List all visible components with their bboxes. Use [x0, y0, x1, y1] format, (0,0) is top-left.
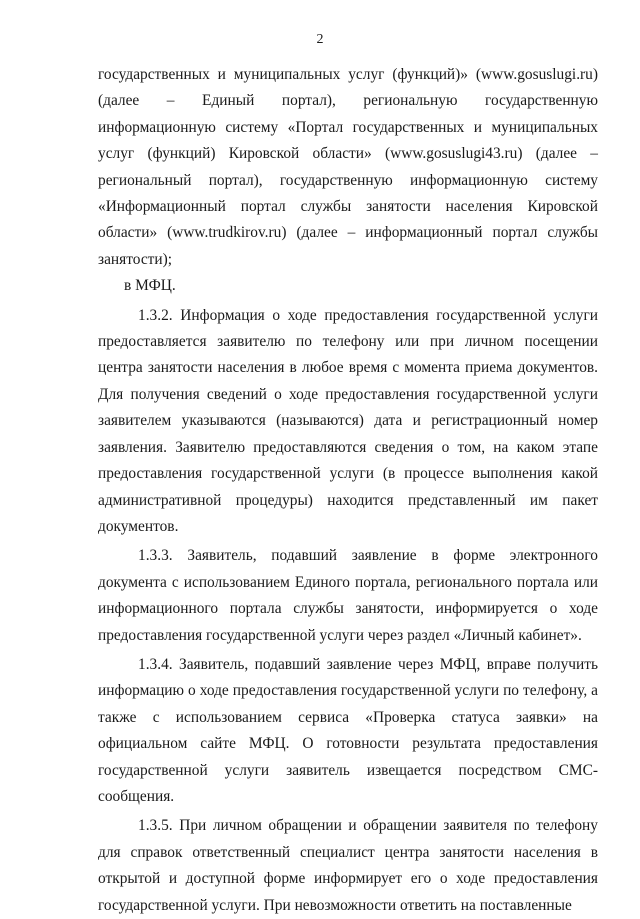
page-number: 2 — [316, 32, 324, 47]
document-body — [98, 62, 598, 919]
paragraph-1-3-5: 1.3.5. При личном обращении и обращении заявителя по телефону для справок ответственный специалист центра занятости населения в открытой и доступной форме информирует его о ходе предоставления государственной услуги. При невозможности ответить на поставленные — [98, 817, 598, 914]
paragraph-portals-continuation: государственных и муниципальных услуг (функций)» (www.gosuslugi.ru) (далее – Единый портал), региональную государственную информационную систему «Портал государственных и муниципальных услуг (функций) Кировской области» (www.gosuslugi43.ru) (далее – региональный портал), государственную информационную систему «Информационный портал службы занятости населения Кировской области» (www.trudkirov.ru) (далее – информационный портал службы занятости); — [98, 66, 598, 268]
paragraph-1-3-2: 1.3.2. Информация о ходе предоставления государственной услуги предоставляется заявителю по телефону или при личном посещении центра занятости населения в любое время с момента приема документов. Для получения сведений о ходе предоставления государственной услуги заявителем указываются (называются) дата и регистрационный номер заявления. Заявителю предоставляются сведения о том, на каком этапе предоставления государственной услуги (в процессе выполнения какой административной процедуры) находится представленный им пакет документов. — [98, 306, 598, 535]
paragraph-1-3-3: 1.3.3. Заявитель, подавший заявление в форме электронного документа с использованием Единого портала, регионального портала или информационного портала службы занятости, информируется о ходе предоставления государственной услуги через раздел «Личный кабинет». — [98, 547, 598, 644]
paragraph-1-3-4: 1.3.4. Заявитель, подавший заявление через МФЦ, вправе получить информацию о ходе предоставления государственной услуги по телефону, а также с использованием сервиса «Проверка статуса заявки» на официальном сайте МФЦ. О готовности результата предоставления государственной услуги заявитель извещается посредством СМС-сообщения. — [98, 655, 598, 805]
paragraph-mfc: в МФЦ. — [124, 277, 176, 295]
